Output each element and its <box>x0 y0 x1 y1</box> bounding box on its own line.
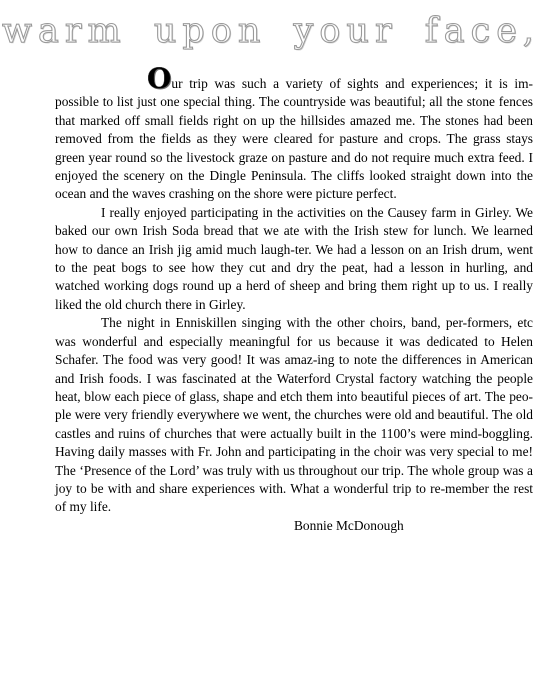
drop-cap: O <box>147 62 172 95</box>
paragraph-3: The night in Enniskillen singing with the other choirs, band, per-formers, etc was wonderful and especially meaningful for us because it was dedicated to Helen Schafer. The food was very good! It was amaz-ing to note the differences in American and Irish foods. I was fascinated at the Waterford Crystal factory watching the people heat, blow each piece of glass, shape and etch them into beautiful pieces of art. The peo-ple were very friendly everywhere we went, the churches were old and beautiful. The old castles and ruins of churches that were actually built in the 1100’s were mind-boggling. Having daily masses with Fr. John and participating in the choir was very special to me! The ‘Presence of the Lord’ was truly with us throughout our trip. The whole group was a joy to be with and share experiences with. What a wonderful trip to re-member the rest of my life. <box>55 315 533 515</box>
paragraph-2: I really enjoyed participating in the activities on the Causey farm in Girley. We baked our own Irish Soda bread that we ate with the Irish stew for lunch. We learned how to dance an Irish jig amid much laugh-ter. We had a lesson on an Irish drum, went to the peat bogs to see how they cut and dry the peat, had a lesson in hurling, and watched working dogs round up a herd of sheep and bring them right up to us. I really liked the old church there in Girley. <box>55 204 533 312</box>
paragraph-1 <box>55 62 533 204</box>
header-banner: warm upon your face, <box>2 11 541 51</box>
paragraph-1-text: ur trip was such a variety of sights and experiences; it is im-possible to list just one special thing. The countryside was beautiful; all the stone fences that marked off small fields right on up the hillsides amazed me. The stones had been removed from the fields as they were cleared for pasture and crops. The grass stays green year round so the livestock graze on pasture and do not require much extra feed. I enjoyed the scenery on the Dingle Peninsula. The cliffs looked straight down into the ocean and the waves crashing on the shore were picture perfect. <box>55 76 533 202</box>
article-body <box>55 62 533 535</box>
author-signature: Bonnie McDonough <box>294 517 404 533</box>
